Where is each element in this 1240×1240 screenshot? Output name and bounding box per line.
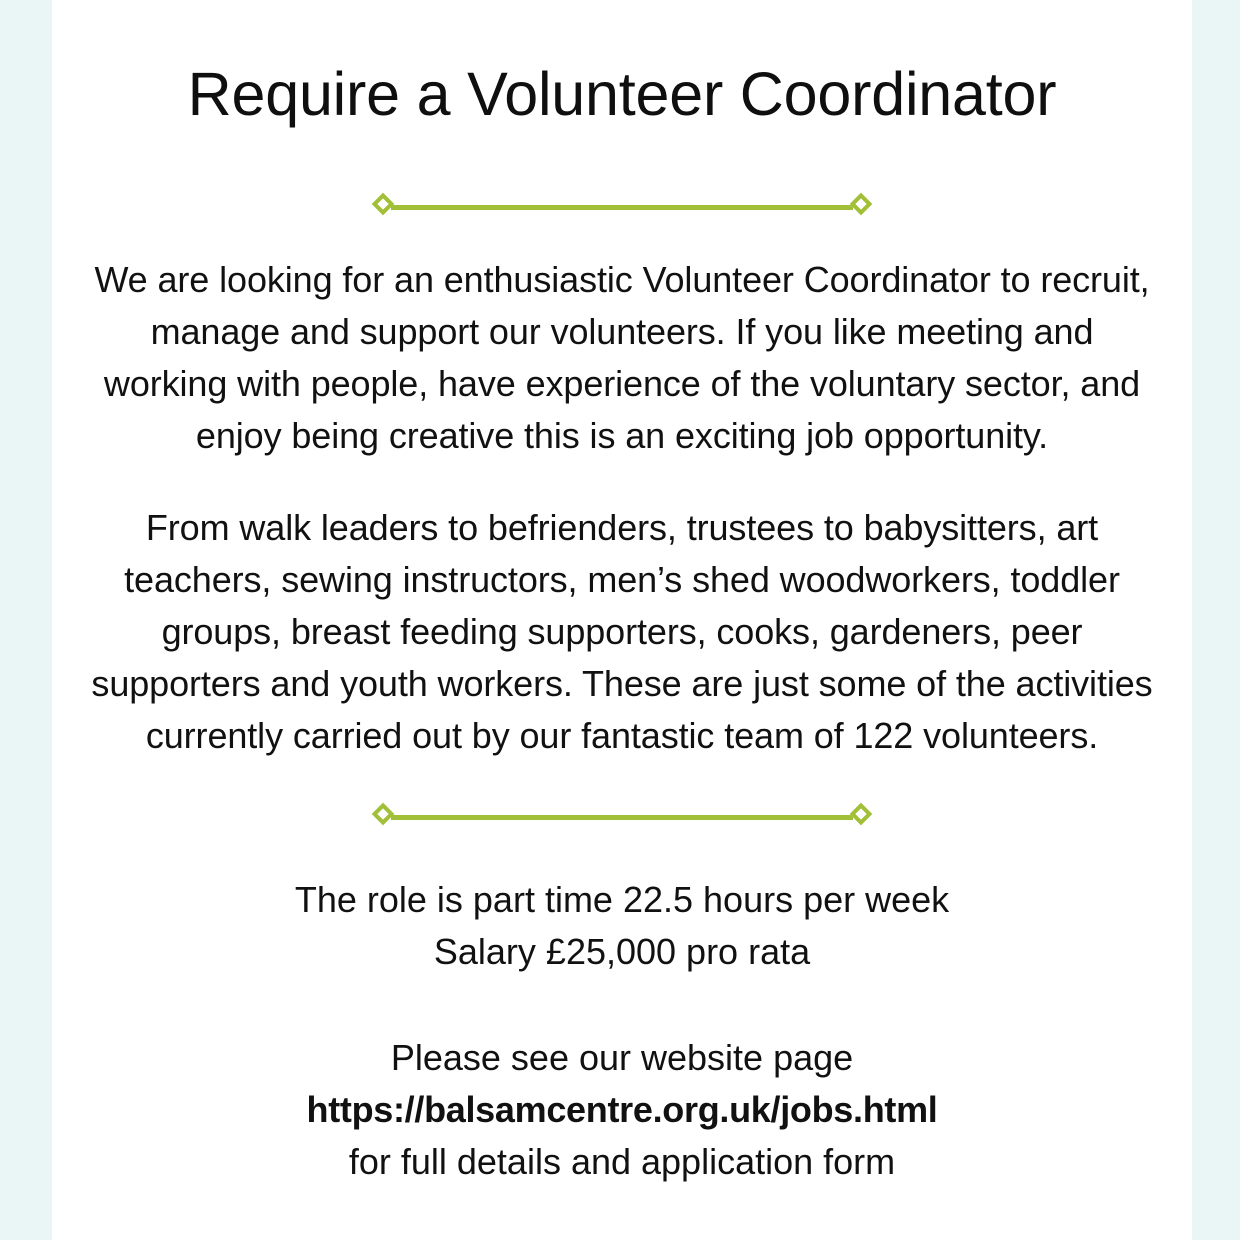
apply-outro-line: for full details and application form bbox=[348, 1140, 896, 1182]
diamond-right-icon bbox=[850, 193, 873, 216]
apply-intro-line: Please see our website page bbox=[390, 1036, 854, 1078]
poster-content bbox=[52, 0, 1192, 1188]
diamond-left-icon bbox=[372, 803, 395, 826]
divider-ornament-bottom bbox=[377, 800, 867, 834]
paragraph-activities: From walk leaders to befrienders, trustees to babysitters, art teachers, sewing instructors, men’s shed woodworkers, toddler groups, breast feeding supporters, cooks, gardeners, peer supporters and youth workers. These are just some of the activities currently carried out by our fantastic team of 122 volunteers. bbox=[91, 506, 1153, 756]
page-title: Require a Volunteer Coordinator bbox=[187, 60, 1057, 128]
role-terms bbox=[90, 874, 1154, 978]
divider-ornament-top bbox=[377, 190, 867, 224]
jobs-page-url[interactable]: https://balsamcentre.org.uk/jobs.html bbox=[306, 1088, 938, 1130]
role-salary-line: Salary £25,000 pro rata bbox=[433, 930, 811, 972]
poster-sheet bbox=[52, 0, 1192, 1240]
role-hours-line: The role is part time 22.5 hours per week bbox=[294, 878, 950, 920]
body-copy bbox=[90, 254, 1154, 762]
diamond-right-icon bbox=[850, 803, 873, 826]
divider-rule bbox=[391, 815, 853, 820]
apply-instructions bbox=[90, 1032, 1154, 1188]
paragraph-intro: We are looking for an enthusiastic Volunteer Coordinator to recruit, manage and support our volunteers. If you like meeting and working with people, have experience of the voluntary sector, and enjoy being creative this is an exciting job opportunity. bbox=[94, 258, 1150, 456]
diamond-left-icon bbox=[372, 193, 395, 216]
divider-rule bbox=[391, 205, 853, 210]
